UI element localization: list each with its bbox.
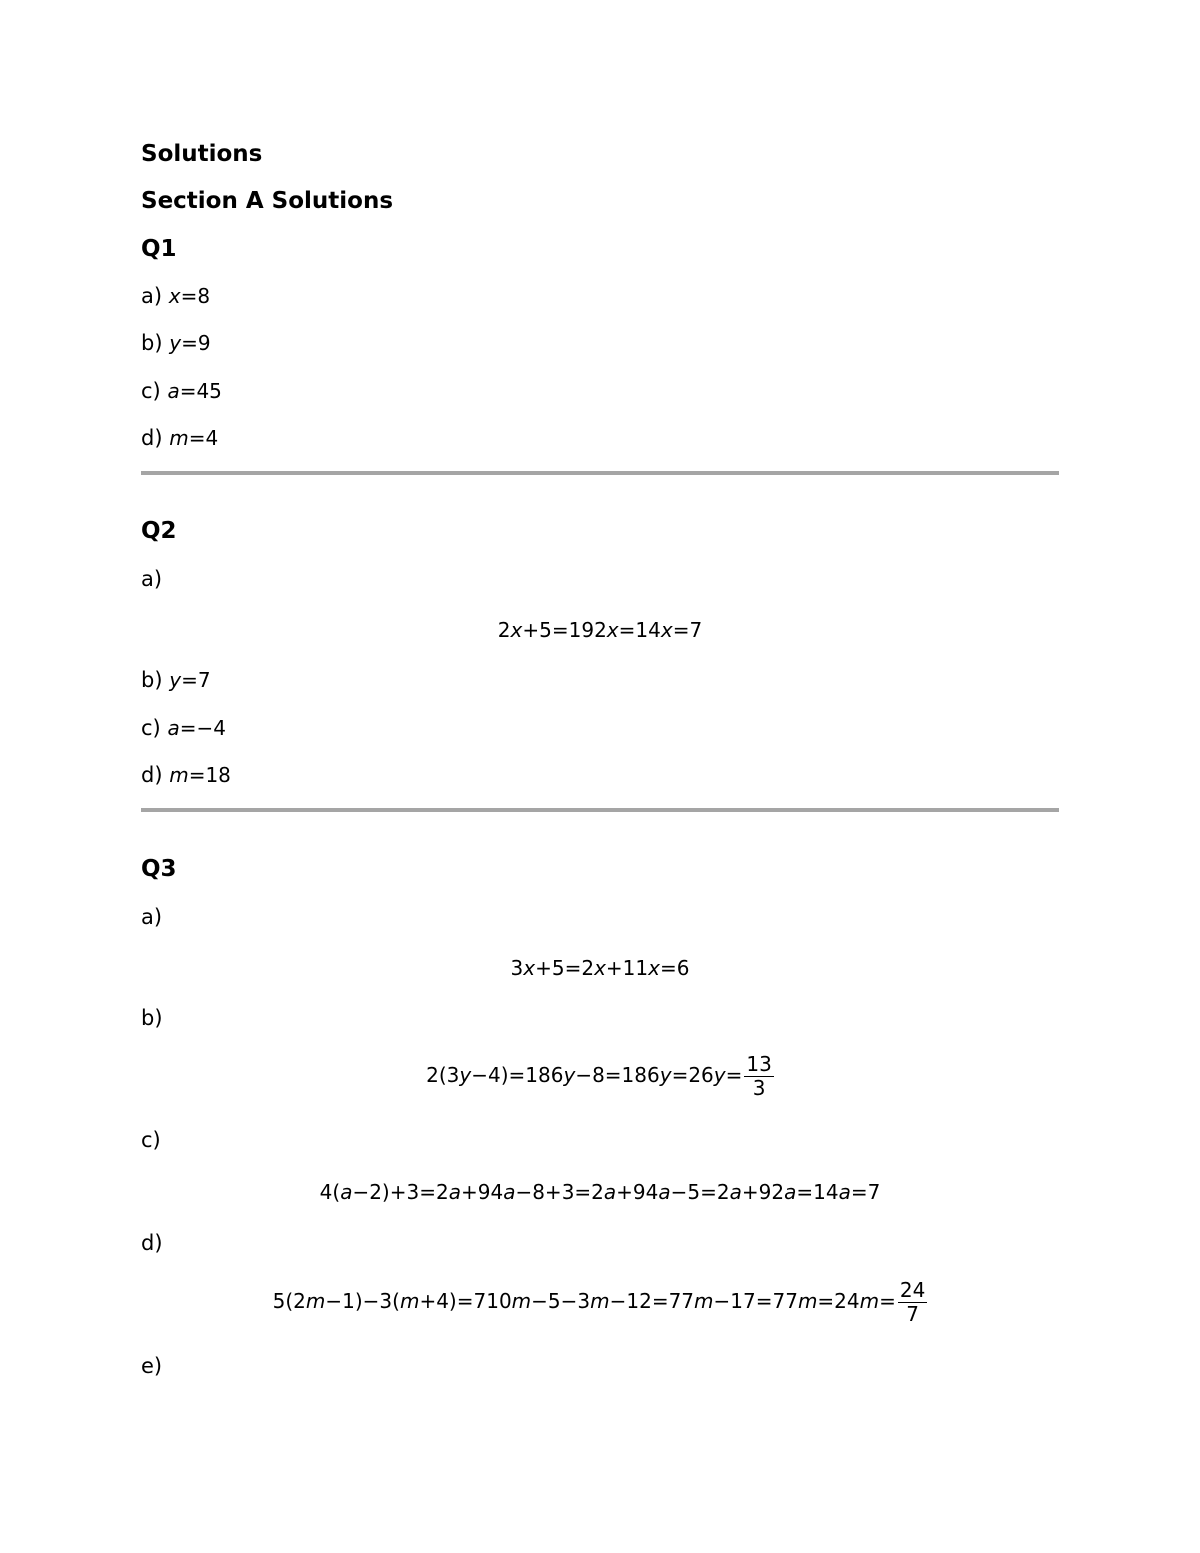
eq-part: =26 <box>671 1063 714 1087</box>
variable: y <box>169 668 182 692</box>
eq-part: −17=77 <box>713 1289 798 1313</box>
variable: x <box>510 618 523 642</box>
eq-part: +4)=710 <box>419 1289 512 1313</box>
eq-part: −12=77 <box>609 1289 695 1313</box>
eq-part: 4( <box>319 1180 341 1204</box>
q1-b-answer <box>141 331 211 355</box>
variable: x <box>648 956 660 980</box>
answer-value: =7 <box>181 668 211 692</box>
answer-label: c) <box>141 716 161 740</box>
variable: a <box>603 1180 617 1204</box>
answer-value: =45 <box>179 379 222 403</box>
eq-part: −5−3 <box>531 1289 591 1313</box>
eq-part: −8=186 <box>575 1063 660 1087</box>
eq-part: +11 <box>605 956 649 980</box>
variable: x <box>168 284 181 308</box>
variable: a <box>838 1180 851 1204</box>
variable: m <box>797 1289 818 1313</box>
variable: y <box>713 1063 726 1087</box>
eq-part: +94 <box>616 1180 659 1204</box>
variable: m <box>169 426 189 450</box>
variable: a <box>340 1180 353 1204</box>
q3-e-label: e) <box>141 1354 163 1378</box>
variable: m <box>399 1289 420 1313</box>
q3-c-equation <box>0 1180 1200 1204</box>
q1-a-answer <box>141 284 210 308</box>
q2-c-answer <box>141 716 226 740</box>
q3-d-equation <box>0 1279 1200 1326</box>
eq-part: −1)−3( <box>325 1289 400 1313</box>
eq-part: =14 <box>796 1180 839 1204</box>
q1-d-answer <box>141 426 218 450</box>
answer-label: c) <box>141 379 161 403</box>
eq-part: +5=2 <box>535 956 595 980</box>
eq-part: =7 <box>850 1180 881 1204</box>
answer-label: b) <box>141 668 163 692</box>
variable: m <box>305 1289 326 1313</box>
eq-part: =14 <box>618 618 661 642</box>
variable: a <box>167 716 180 740</box>
divider <box>141 471 1059 475</box>
q3-a-label: a) <box>141 905 163 929</box>
answer-label: a) <box>141 284 163 308</box>
answer-label: d) <box>141 763 163 787</box>
answer-value: =9 <box>181 331 211 355</box>
variable: y <box>563 1063 576 1087</box>
divider <box>141 808 1059 812</box>
eq-part: 2 <box>497 618 511 642</box>
variable: x <box>523 956 536 980</box>
q2-b-answer <box>141 668 211 692</box>
page-title: Solutions <box>141 141 263 167</box>
eq-part: = <box>725 1063 743 1087</box>
variable: x <box>660 618 673 642</box>
variable: m <box>694 1289 714 1313</box>
variable: m <box>590 1289 610 1313</box>
variable: y <box>459 1063 472 1087</box>
eq-part: =7 <box>672 618 703 642</box>
variable: y <box>169 331 182 355</box>
eq-part: =24 <box>817 1289 860 1313</box>
fraction-denominator: 7 <box>906 1302 919 1326</box>
eq-part: +94 <box>460 1180 504 1204</box>
fraction-numerator: 24 <box>899 1278 926 1302</box>
answer-label: b) <box>141 331 163 355</box>
eq-part: −8+3=2 <box>515 1180 604 1204</box>
variable: a <box>729 1180 742 1204</box>
eq-part: +92 <box>741 1180 785 1204</box>
eq-part: −5=2 <box>670 1180 730 1204</box>
answer-value: =4 <box>188 426 219 450</box>
q2-d-answer <box>141 763 231 787</box>
eq-part: 5(2 <box>272 1289 306 1313</box>
variable: x <box>606 618 619 642</box>
variable: a <box>167 379 180 403</box>
q3-c-label: c) <box>141 1128 161 1152</box>
q2-a-equation <box>0 618 1200 642</box>
section-heading: Section A Solutions <box>141 188 394 214</box>
q3-d-label: d) <box>141 1231 163 1255</box>
variable: a <box>658 1180 671 1204</box>
q3-b-label: b) <box>141 1006 163 1030</box>
answer-label: d) <box>141 426 163 450</box>
eq-part: 3 <box>510 956 524 980</box>
eq-part: =6 <box>659 956 690 980</box>
variable: m <box>169 763 189 787</box>
variable: m <box>511 1289 532 1313</box>
eq-part: 2(3 <box>426 1063 460 1087</box>
q3-a-equation <box>0 956 1200 980</box>
variable: a <box>784 1180 797 1204</box>
q1-heading: Q1 <box>141 236 177 262</box>
q1-c-answer <box>141 379 222 403</box>
answer-value: =−4 <box>179 716 226 740</box>
fraction <box>744 1053 773 1100</box>
eq-part: = <box>879 1289 896 1313</box>
variable: x <box>594 956 606 980</box>
q2-heading: Q2 <box>141 518 177 544</box>
answer-value: =18 <box>188 763 231 787</box>
eq-part: −2)+3=2 <box>352 1180 449 1204</box>
fraction-denominator: 3 <box>752 1076 766 1100</box>
fraction-numerator: 13 <box>746 1052 772 1076</box>
eq-part: −4)=186 <box>471 1063 564 1087</box>
variable: m <box>859 1289 880 1313</box>
variable: a <box>503 1180 516 1204</box>
q2-a-label: a) <box>141 567 163 591</box>
q3-heading: Q3 <box>141 856 177 882</box>
eq-part: +5=192 <box>522 618 607 642</box>
variable: y <box>659 1063 672 1087</box>
answer-value: =8 <box>180 284 211 308</box>
q3-b-equation <box>0 1053 1200 1100</box>
variable: a <box>448 1180 461 1204</box>
fraction <box>898 1279 927 1326</box>
